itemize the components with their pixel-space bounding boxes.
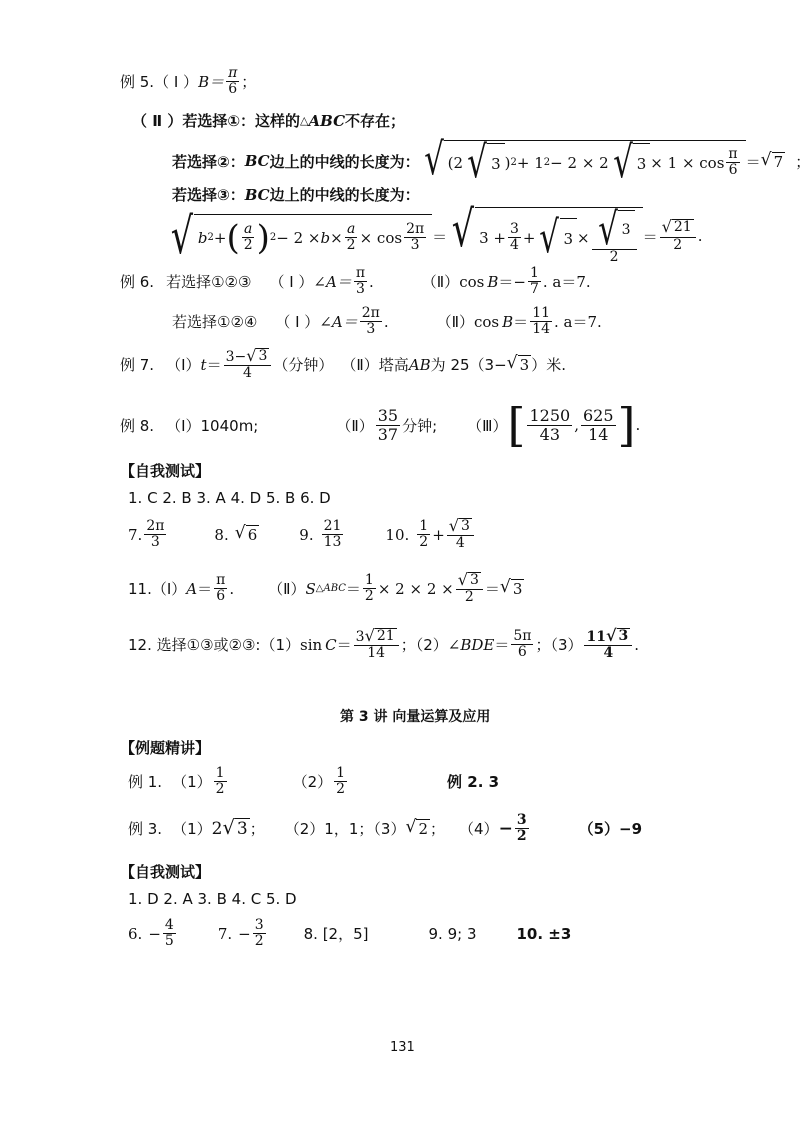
selftest-q11: 11.（Ⅰ） A ＝ $\frac{\pi}{6}$ . （Ⅱ） S △ABC ＝ $\frac{1}{2}$ × 2 × 2 × √ 3 2 ＝ √ 3 <box>128 570 523 606</box>
median-length-radical: √ (2 √ 3 ) 2 + 1 2 − 2 × 2 √ 3 × 1 × cos $\frac{\pi}{6}$ <box>420 140 746 183</box>
examples-heading: 【例题精讲】 <box>120 739 211 757</box>
ex6-line-2: 若选择①②④ （ Ⅰ ） ∠A＝ $\frac{2\pi}{3}$ . （Ⅱ） cos B ＝ $\frac{11}{14}$ . a＝7. <box>172 305 602 338</box>
lecture3-ex3: 例 3. （1） 2 √ 3 ； （2）1，1；（3） √ 2 ； （4） − $\frac{3}{2}$ （5）−9 <box>128 812 643 845</box>
ex5-expr: B＝ <box>198 73 225 92</box>
ex5-fraction: $\frac{\pi}{6}$ <box>228 65 238 98</box>
ex5-line-3: 若选择②： BC 边上的中线的长度为： √ (2 √ 3 ) 2 + 1 2 − 2 × 2 √ 3 × 1 × cos $\frac{\pi}{6}$ ＝ √ 7 ； <box>172 133 810 188</box>
selftest-q12: 12. 选择①③或②③:（1） sin C ＝ 3 √ 21 14 ；（2） ∠ BDE ＝ $\frac{5\pi}{6}$ ；（3） 11 √ 3 4 . <box>128 626 640 662</box>
ex5-label: 例 5. <box>120 73 155 92</box>
page-number: 131 <box>390 1040 415 1055</box>
selftest-heading-2: 【自我测试】 <box>120 863 211 881</box>
selftest-mc-2: 1. D 2. A 3. B 4. C 5. D <box>128 890 297 908</box>
lecture3-ex1-ex2: 例 1. （1） $\frac{1}{2}$ （2） $\frac{1}{2}$ 例 2. 3 <box>128 765 500 798</box>
ex6-line-1: 例 6. 若选择①②③ （ Ⅰ ） ∠A＝ $\frac{\pi}{3}$ . （Ⅱ） cos B ＝− $\frac{1}{7}$ . a＝7. <box>120 265 591 298</box>
lecture-3-title: 第 3 讲 向量运算及应用 <box>340 709 491 725</box>
selftest2-q6-q10: 6. − $\frac{4}{5}$ 7. − $\frac{3}{2}$ 8. [2，5] 9. 9; 3 10. ±3 <box>128 917 572 950</box>
ex5-line-5: √ b 2 + ( $\frac{a}{2}$ ) 2 − 2 × b × $\frac{a}{2}$ × cos $\frac{2\pi}{3}$ ＝ √ 3 + $\frac{3}{4}$ + √ 3 × √ 3 2 ＝ √ 21 2 . <box>170 199 703 266</box>
selftest-q7-q10: 7. $\frac{2\pi}{3}$ 8. √ 6 9. $\frac{21}{13}$ 10. $\frac{1}{2}$ + √ 3 4 <box>128 518 476 552</box>
ex5-line-2: （ Ⅱ ） 若选择①：这样的 △ ABC 不存在； <box>132 111 406 130</box>
ex5-line-1: 例 5. （ Ⅰ ） B＝ $\frac{\pi}{6}$ ； <box>120 65 257 98</box>
ex5-part-1: （ Ⅰ ） <box>154 73 199 92</box>
ex7-line: 例 7. （Ⅰ） t ＝ 3− √ 3 4 （分钟） （Ⅱ）塔高 AB 为 25（3− √ 3 ）米. <box>120 346 566 382</box>
selftest-heading-1: 【自我测试】 <box>120 462 211 480</box>
ex5-line-4: 若选择③： BC 边上的中线的长度为： <box>172 185 420 204</box>
ex8-line: 例 8. （Ⅰ）1040m; （Ⅱ） $\frac{35}{37}$ 分钟; （Ⅲ） [ $\frac{1250}{43}$ , $\frac{625}{14}$ ] . <box>120 398 641 452</box>
selftest-mc-1: 1. C 2. B 3. A 4. D 5. B 6. D <box>128 489 331 507</box>
